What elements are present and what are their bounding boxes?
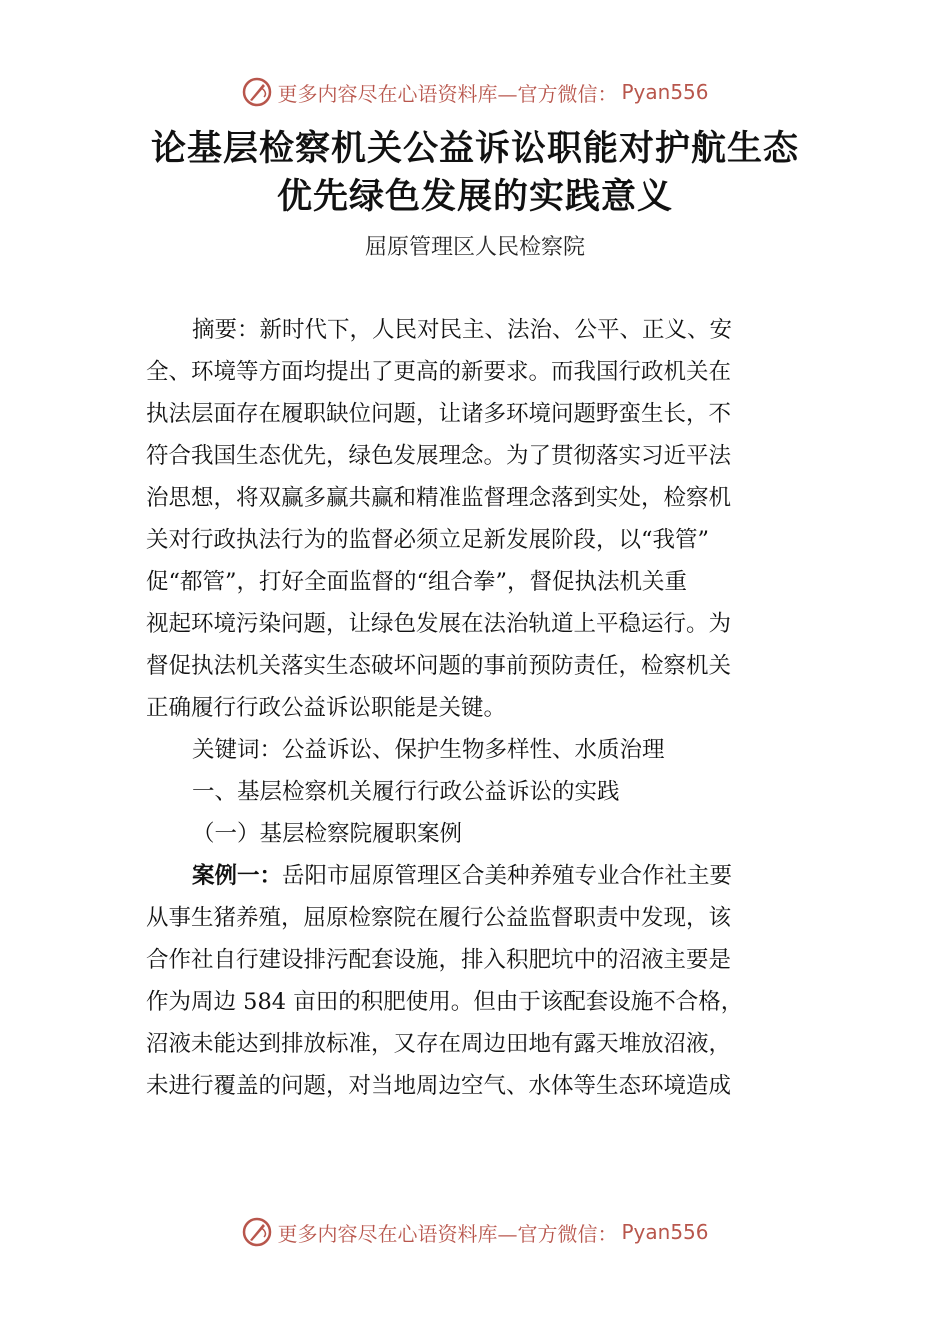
abstract-line: 摘要：新时代下，人民对民主、法治、公平、正义、安 <box>192 317 733 343</box>
quill-logo-icon <box>241 1216 273 1248</box>
watermark-wechat-id: Pyan556 <box>621 1220 709 1244</box>
subsection-heading: （一）基层检察院履职案例 <box>192 821 463 847</box>
section-heading: 一、基层检察机关履行行政公益诉讼的实践 <box>192 779 620 805</box>
case-one-line: 作为周边 584 亩田的积肥使用。但由于该配套设施不合格， <box>146 989 744 1015</box>
abstract-line: 治思想，将双赢多赢共赢和精准监督理念落到实处，检察机 <box>146 485 732 511</box>
case-one-line: 沼液未能达到排放标准，又存在周边田地有露天堆放沼液， <box>146 1031 732 1057</box>
abstract-line: 符合我国生态优先，绿色发展理念。为了贯彻落实习近平法 <box>146 443 732 469</box>
document-title-line-2: 优先绿色发展的实践意义 <box>276 176 673 217</box>
case-one-text: 岳阳市屈原管理区合美种养殖专业合作社主要 <box>282 863 733 889</box>
abstract-line: 关对行政执法行为的监督必须立足新发展阶段，以“我管” <box>146 527 710 553</box>
quill-logo-icon <box>241 76 273 108</box>
watermark-wechat-id: Pyan556 <box>621 80 709 104</box>
watermark-footer <box>0 1216 950 1248</box>
keywords-line: 关键词：公益诉讼、保护生物多样性、水质治理 <box>192 737 665 763</box>
case-one-label: 案例一： <box>192 863 283 889</box>
watermark-text: 更多内容尽在心语资料库—官方微信： <box>277 1221 618 1246</box>
abstract-line: 全、环境等方面均提出了更高的新要求。而我国行政机关在 <box>146 359 732 385</box>
abstract-paragraph <box>146 309 810 855</box>
abstract-line: 督促执法机关落实生态破坏问题的事前预防责任，检察机关 <box>146 653 732 679</box>
abstract-line: 视起环境污染问题，让绿色发展在法治轨道上平稳运行。为 <box>146 611 732 637</box>
abstract-line: 正确履行行政公益诉讼职能是关键。 <box>146 695 507 721</box>
abstract-line: 促“都管”，打好全面监督的“组合拳”，督促执法机关重 <box>146 569 688 595</box>
case-one-line: 合作社自行建设排污配套设施，排入积肥坑中的沼液主要是 <box>146 947 732 973</box>
author-organization: 屈原管理区人民检察院 <box>364 235 585 260</box>
abstract-line: 执法层面存在履职缺位问题，让诸多环境问题野蛮生长，不 <box>146 401 732 427</box>
case-one-line: 从事生猪养殖，屈原检察院在履行公益监督职责中发现，该 <box>146 905 732 931</box>
watermark-header <box>0 76 950 108</box>
case-one-line: 未进行覆盖的问题，对当地周边空气、水体等生态环境造成 <box>146 1073 732 1099</box>
document-title-line-1: 论基层检察机关公益诉讼职能对护航生态 <box>150 128 799 169</box>
watermark-text: 更多内容尽在心语资料库—官方微信： <box>277 81 618 106</box>
case-one-paragraph <box>146 855 810 1107</box>
case-one-first-line <box>146 855 810 897</box>
